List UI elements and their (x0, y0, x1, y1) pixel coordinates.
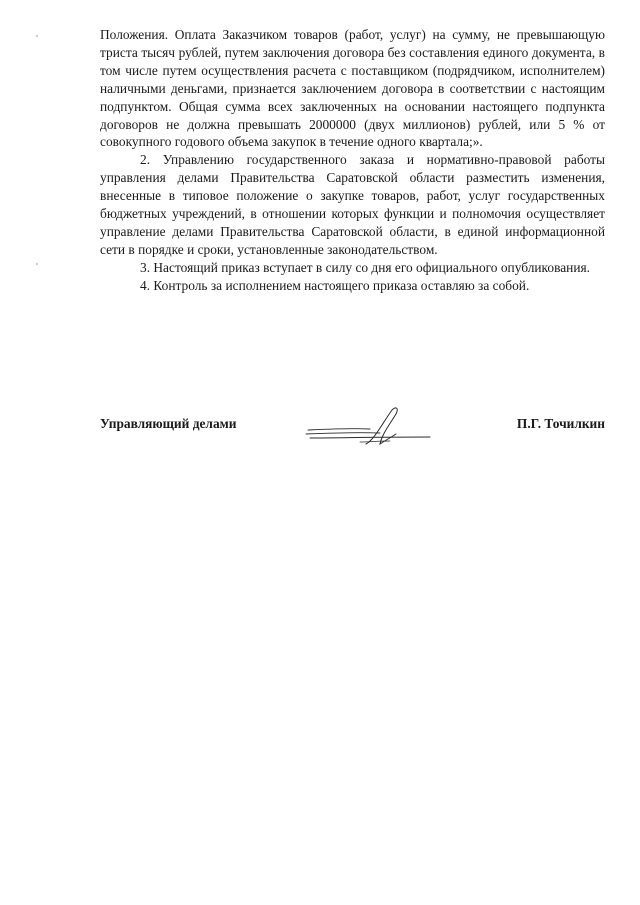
handwritten-signature (300, 404, 440, 454)
signature-block (100, 412, 605, 462)
paragraph-1: Положения. Оплата Заказчиком товаров (работ, услуг) на сумму, не превышающую триста тысяч рублей, путем заключения договора без составления единого документа, в том числе путем осуществления расчета с поставщиком (подрядчиком, исполнителем) наличными деньгами, признается заключением договора в соответствии с настоящим подпунктом. Общая сумма всех заключенных на основании настоящего подпункта договоров не должна превышать 2000000 (двух миллионов) рублей, или 5 % от совокупного годового объема закупок в течение одного квартала;». (100, 27, 605, 150)
document-body (100, 26, 605, 295)
paragraph-4: 4. Контроль за исполнением настоящего приказа оставляю за собой. (140, 277, 530, 293)
paragraph-2: 2. Управлению государственного заказа и нормативно-правовой работы управления делами Правительства Саратовской области разместить изменения, внесенные в типовое положение о закупке товаров, работ, услуг государственных бюджетных учреждений, в отношении которых функции и полномочия осуществляет управление делами Правительства Саратовской области, в единой информационной сети в порядке и сроки, установленные законодательством. (100, 152, 605, 257)
signatory-title: Управляющий делами (100, 416, 237, 431)
scan-artifact-dot (36, 35, 38, 37)
signatory-name: П.Г. Точилкин (516, 416, 605, 431)
scan-artifact-dot (36, 263, 38, 265)
paragraph-3: 3. Настоящий приказ вступает в силу со дня его официального опубликования. (140, 259, 590, 275)
